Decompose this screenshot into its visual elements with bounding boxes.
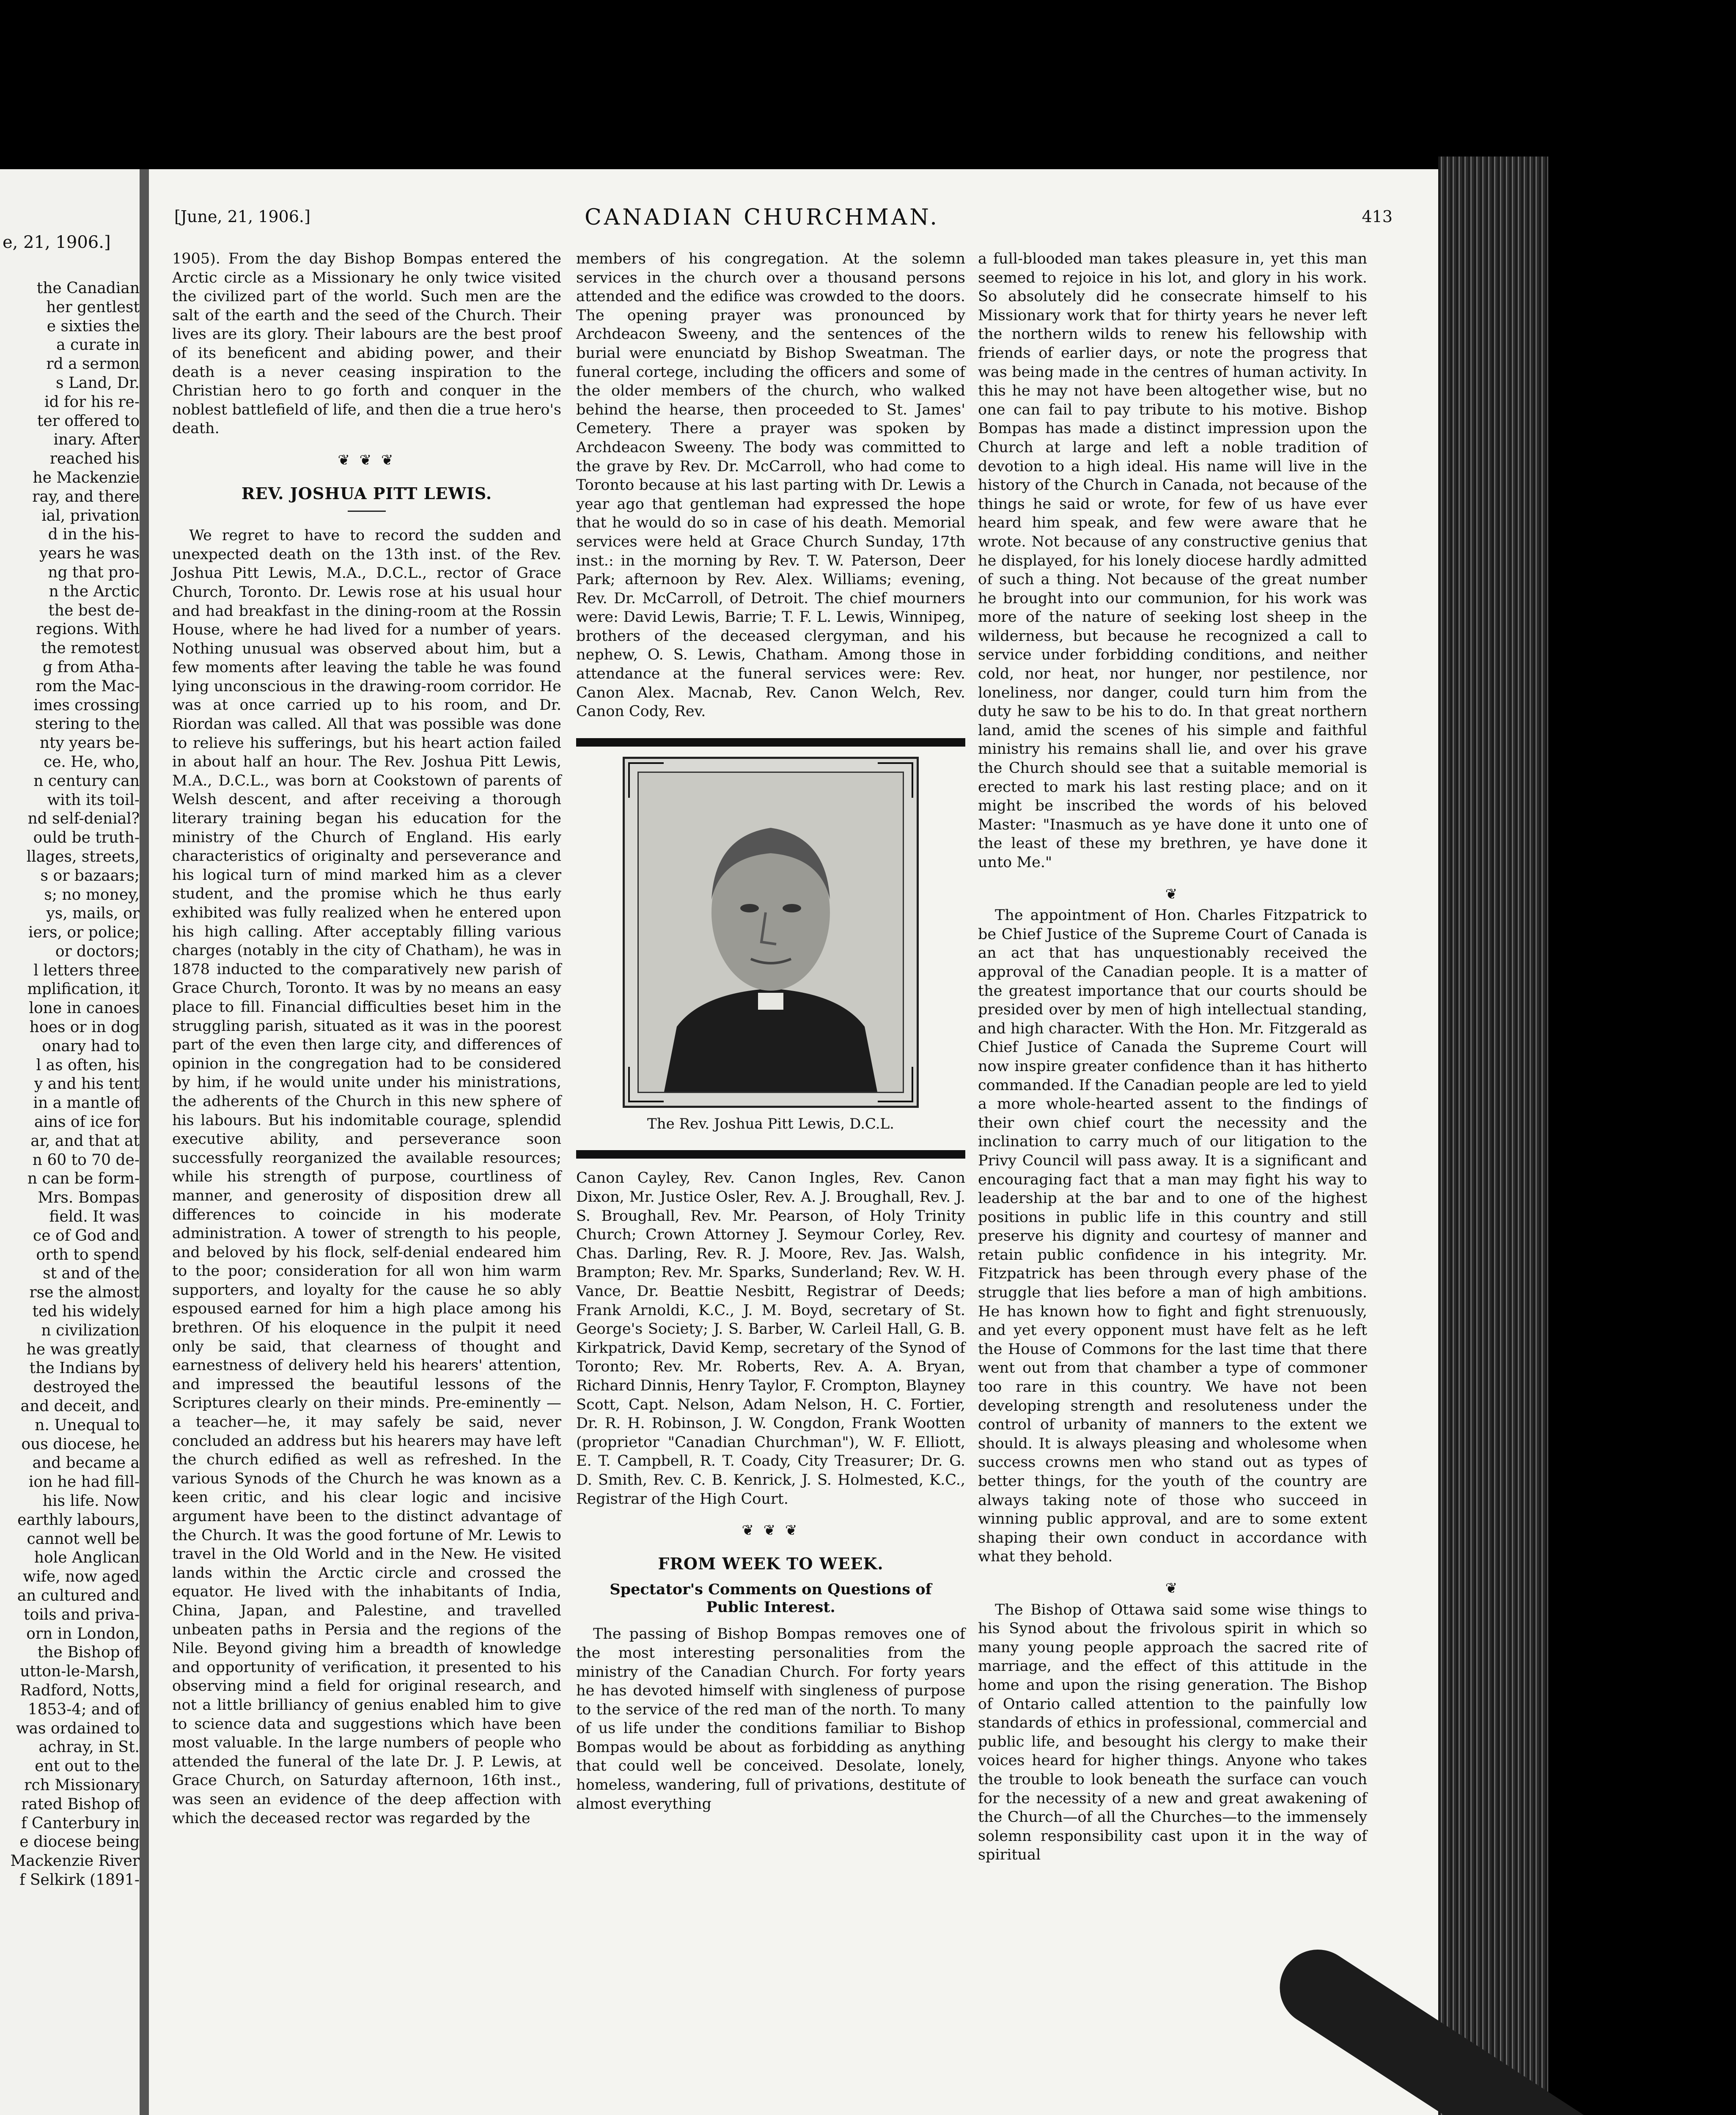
- portrait-bottom-rule: [576, 1150, 965, 1159]
- left-page-line: st and of the: [43, 1265, 140, 1283]
- paragraph-ornament: ❦: [1165, 885, 1180, 903]
- left-page-line: n the Arctic: [49, 582, 140, 600]
- left-page-line: he Mackenzie: [33, 469, 140, 486]
- left-page-line: with its toil-: [47, 791, 140, 809]
- portrait-figure: [639, 773, 903, 1092]
- left-page-line: Mrs. Bompas: [38, 1189, 140, 1207]
- left-page-line: cannot well be: [27, 1530, 140, 1548]
- column-subheading: Spectator's Comments on Questions of Public Interest.: [610, 1581, 932, 1616]
- left-page-line: llages, streets,: [26, 848, 140, 865]
- left-page-header: e, 21, 1906.]: [3, 233, 111, 252]
- left-page-line: ial, privation: [41, 507, 140, 525]
- left-page-line: ous diocese, he: [21, 1435, 140, 1453]
- book-page-edges: [1438, 157, 1548, 2115]
- issue-date: [June, 21, 1906.]: [174, 207, 310, 226]
- portrait-top-rule: [576, 738, 965, 747]
- portrait-caption: The Rev. Joshua Pitt Lewis, D.C.L.: [647, 1115, 894, 1132]
- left-page-line: destroyed the: [33, 1379, 140, 1396]
- left-page-line: nty years be-: [39, 734, 140, 752]
- heading-rule: [348, 511, 386, 512]
- obituary-body: We regret to have to record the sudden and unexpected death on the 13th inst. of the Rev. Joshua Pitt Lewis, M.A., D.C.L., rector of Grace Church, Toronto. Dr. Lewis rose at his usual hour and had breakfast in the dining-room at the Rossin House, where he had lived for a number of years. Nothing unusual was observed about him, but a few moments after leaving the table he was found lying unconscious in the drawing-room corridor. He was at once carried up to his room, and Dr. Riordan was called. All that was possible was done to relieve his sufferings, but his heart action failed in about half an hour. The Rev. Joshua Pitt Lewis, M.A., D.C.L., was born at Cookstown of parents of Welsh descent, and after receiving a thorough literary training began his education for the ministry of the Church of England. His early characteristics of originalty and perseverance and his logical turn of mind marked him as a clever student, and the promise which he thus early exhibited was fully realized when he entered upon his high calling. After acceptably filling various charges (notably in the city of Chatham), he was in 1878 inducted to the comparatively new parish of Grace Church, Toronto. It was by no means an easy place to fill. Financial difficulties beset him in the struggling parish, situated as it was in the poorest part of the even then large city, and differences of opinion in the congregation had to be considered by him, if he would unite under his ministrations, the adherents of the Church in this new sphere of his labours. But his indomitable courage, splendid executive ability, and perseverance soon successfully reorganized the available resources; while his strength of purpose, courtliness of manner, and generosity of disposition drew all differences to coincide in his moderate administration. A tower of strength to his people, and beloved by his flock, self-denial endeared him to the poor; consideration for all won him warm supporters, and loyalty for the cause he so ably espoused earned for him a high place among his brethren. Of his eloquence in the pulpit it need only be said, that clearness of thought and earnestness of delivery held his hearers' attention, and impressed the beautiful lessons of the Scriptures clearly on their minds. Pre-eminently —a teacher—he, it may safely be said, never concluded an address but his hearers may have left the church edified as well as refreshed. In the various Synods of the Church he was known as a keen critic, and his clear logic and incisive argument have been to the distinct advantage of the Church. It was the good fortune of Mr. Lewis to travel in the Old World and in the New. He visited lands within the Arctic circle and crossed the equator. He lived with the inhabitants of India, China, Japan, and Palestine, and travelled unbeaten paths in Persia and the regions of the Nile. Beyond giving him a breadth of knowledge and opportunity of verification, it presented to his observing mind a field for original research, and not a little brilliancy of genius enabled him to give to science data and suggestions which have been most valuable. In the large numbers of people who attended the funeral of the late Dr. J. P. Lewis, at Grace Church, on Saturday afternoon, 16th inst., was seen an evidence of the deep affection with which the deceased rector was regarded by the: [172, 527, 561, 1827]
- left-page-line: his life. Now: [42, 1492, 140, 1510]
- left-page-line: ng that pro-: [48, 563, 140, 581]
- left-page-line: regions. With: [36, 621, 140, 638]
- left-page-line: ce. He, who,: [43, 753, 140, 771]
- left-page-line: l as often, his: [36, 1056, 140, 1074]
- left-page-line: ar, and that at: [30, 1132, 140, 1150]
- left-page-line: s Land, Dr.: [56, 374, 140, 392]
- left-page-line: inary. After: [53, 431, 140, 449]
- left-page-line: her gentlest: [46, 298, 140, 316]
- left-page-line: l letters three: [33, 961, 140, 979]
- left-page-line: n 60 to 70 de-: [32, 1151, 140, 1169]
- left-page-line: Mackenzie River: [10, 1852, 140, 1870]
- left-page-line: ould be truth-: [33, 829, 140, 847]
- left-page-line: earthly labours,: [17, 1511, 140, 1529]
- left-page-line: ray, and there: [32, 488, 140, 505]
- left-page-line: f Canterbury in: [21, 1814, 140, 1832]
- left-page-line: mplification, it: [27, 981, 140, 998]
- left-page-line: reached his: [49, 450, 140, 468]
- portrait-photo: [637, 772, 904, 1093]
- newspaper-page: [149, 169, 1438, 2115]
- left-page-line: and became a: [32, 1454, 140, 1472]
- left-page-line: achray, in St.: [38, 1739, 140, 1756]
- left-page-line: s; no money,: [44, 886, 140, 904]
- bompas-continued: a full-blooded man takes pleasure in, yet this man seemed to rejoice in his lot, and glory in his work. So absolutely did he consecrate himself to his Missionary work that for thirty years he never left the northern wilds to renew his fellowship with friends of earlier days, or note the progress that was being made in the centres of human activity. In this he may not have been altogether wise, but no one can fail to pay tribute to his motive. Bishop Bompas has made a distinct impression upon the Church at large and left a noble tradition of devotion to a high ideal. His name will live in the history of the Church in Canada, not because of the things he said or wrote, for few of us have ever heard him speak, and few were aware that he wrote. Not because of any constructive genius that he displayed, for his lonely diocese hardly admitted of such a thing. Not because of the great number he brought into our communion, for his work was more of the nature of seeking lost sheep in the wilderness, but because he recognized a call to service under forbidding conditions, and neither cold, nor heat, nor hunger, nor pestilence, nor loneliness, nor danger, could turn him from the duty he saw to be his to do. In that great northern land, amid the scenes of his simple and faithful ministry his remains shall lie, and over his grave the Church should see that a suitable memorial is erected to mark his last resting place; and on it might be inscribed the words of his beloved Master: "Inasmuch as ye have done it unto one of the least of these my brethren, ye have done it unto Me.": [978, 250, 1367, 871]
- left-page-line: the best de-: [48, 602, 140, 619]
- left-page-line: years he was: [39, 545, 140, 563]
- portrait-frame: [623, 757, 919, 1108]
- left-page-line: ted his widely: [32, 1303, 140, 1321]
- left-page-line: hoes or in dog: [29, 1019, 140, 1036]
- left-page-line: rated Bishop of: [21, 1795, 140, 1813]
- section-ornament: ❦ ❦ ❦: [742, 1522, 800, 1539]
- left-page-line: iers, or police;: [28, 924, 140, 942]
- bompas-article: The passing of Bishop Bompas removes one of the most interesting personalities from the ministry of the Canadian Church. For forty years he has devoted himself with singleness of purpose to the service of the red man of the north. To many of us life under the conditions familiar to Bishop Bompas would be about as forbidding as anything that could well be conceived. Desolate, lonely, homeless, wandering, full of privations, destitute of almost everything: [576, 1626, 965, 1813]
- left-page-line: toils and priva-: [24, 1606, 140, 1623]
- left-page-line: n. Unequal to: [35, 1416, 140, 1434]
- left-page-line: onary had to: [42, 1037, 140, 1055]
- left-page-line: Radford, Notts,: [20, 1681, 140, 1699]
- ottawa-bishop-paragraph: The Bishop of Ottawa said some wise things to his Synod about the frivolous spirit in which so many young people approach the sacred rite of marriage, and the effect of this attitude in the home and upon the rising generation. The Bishop of Ontario called attention to the painfully low standards of ethics in professional, commercial and public life, and besought his clergy to make their voices heard for higher things. Anyone who takes the trouble to look beneath the surface can vouch for the necessity of a new and great awakening of the Church—of all the Churches—to the immensely solemn responsibility cast upon it in the way of spiritual: [978, 1601, 1367, 1864]
- left-page-line: or doctors;: [55, 942, 140, 960]
- left-page-line: the Canadian: [36, 280, 140, 297]
- section-ornament: ❦ ❦ ❦: [338, 451, 396, 469]
- left-page-text: [0, 279, 140, 1890]
- mourners-list: Canon Cayley, Rev. Canon Ingles, Rev. Canon Dixon, Mr. Justice Osler, Rev. A. J. Broughall, Rev. J. S. Broughall, Rev. Mr. Pearson, of Holy Trinity Church; Crown Attorney J. Seymour Corley, Rev. Chas. Darling, Rev. R. J. Moore, Rev. Jas. Walsh, Brampton; Rev. Mr. Sparks, Sunderland; Rev. W. H. Vance, Dr. Beattie Nesbitt, Registrar of Deeds; Frank Arnoldi, K.C., J. M. Boyd, secretary of St. George's Society; J. S. Barber, W. Carleil Hall, G. B. Kirkpatrick, David Kemp, secretary of the Synod of Toronto; Rev. Mr. Roberts, Rev. A. A. Bryan, Richard Dinnis, Henry Taylor, F. Crompton, Blayney Scott, Capt. Nelson, Adam Nelson, H. C. Fortier, Dr. R. H. Robinson, J. W. Congdon, Frank Wootten (proprietor "Canadian Churchman"), W. F. Elliott, E. T. Campbell, R. T. Coady, City Treasurer; Dr. G. D. Smith, Rev. C. B. Kenrick, J. S. Holmested, K.C., Registrar of the High Court.: [576, 1170, 965, 1508]
- left-page-line: 1853-4; and of: [27, 1700, 140, 1718]
- left-page-line: hole Anglican: [34, 1549, 140, 1567]
- left-page-line: was ordained to: [16, 1719, 140, 1737]
- left-page-line: ent out to the: [35, 1758, 140, 1775]
- left-page-line: lone in canoes: [29, 1000, 140, 1017]
- left-page-line: n century can: [33, 772, 140, 790]
- left-page-line: ains of ice for: [34, 1113, 140, 1131]
- left-page-line: rse the almost: [29, 1284, 140, 1302]
- left-page-line: orth to spend: [36, 1246, 140, 1264]
- left-page-line: ys, mails, or: [46, 905, 140, 923]
- left-page-line: d in the his-: [48, 526, 140, 544]
- left-page-line: e sixties the: [47, 317, 140, 335]
- masthead-title: CANADIAN CHURCHMAN.: [585, 205, 939, 230]
- fitzpatrick-paragraph: The appointment of Hon. Charles Fitzpatrick to be Chief Justice of the Supreme Court of Canada is an act that has unquestionably received the approval of the Canadian people. It is a matter of the greatest importance that our courts should be presided over by men of high intellectual standing, and high character. With the Hon. Mr. Fitzgerald as Chief Justice of Canada the Supreme Court will now inspire greater confidence than it has hitherto commanded. If the Canadian people are led to yield a more whole-hearted assent to the findings of their own chief court the necessity and the inclination to carry much of our litigation to the Privy Council will pass away. It is a significant and encouraging fact that a man may fight his way to leadership at the bar and to one of the highest positions in public life in this country and still preserve his dignity and courtesy of manner and retain public confidence in his integrity. Mr. Fitzpatrick has been through every phase of the struggle that lies before a man of high ambitions. He has known how to fight and fight strenuously, and yet every opponent must have felt as he left the House of Commons for the last time that there went out from that chamber a type of commoner too rare in this country. We have not been developing strength and resoluteness under the control of urbanity of manners to the extent we should. It is always pleasing and wholesome when success crowns men who stand out as types of better things, for the youth of the country are always taking note of those who succeed in winning public approval, and are to some extent shaping their own conduct in accordance with what they behold.: [978, 907, 1367, 1566]
- left-page-line: ce of God and: [33, 1227, 140, 1244]
- left-page-line: s or bazaars;: [40, 867, 140, 884]
- left-page-fragment: [0, 169, 140, 2115]
- left-page-line: field. It was: [49, 1208, 140, 1226]
- left-page-line: n can be form-: [27, 1170, 140, 1188]
- left-page-line: y and his tent: [34, 1075, 140, 1093]
- left-page-line: utton-le-Marsh,: [20, 1663, 140, 1681]
- left-page-line: rom the Mac-: [36, 677, 140, 695]
- left-page-line: and deceit, and: [20, 1398, 140, 1415]
- left-page-line: stering to the: [35, 715, 140, 733]
- left-page-line: the Bishop of: [37, 1644, 140, 1662]
- left-page-line: n civilization: [41, 1321, 140, 1339]
- page-number: 413: [1362, 207, 1393, 226]
- left-page-line: e diocese being: [19, 1833, 140, 1851]
- left-page-line: f Selkirk (1891-: [19, 1871, 140, 1889]
- left-page-line: id for his re-: [44, 393, 140, 411]
- left-page-line: imes crossing: [33, 696, 140, 714]
- left-page-line: rd a sermon: [46, 355, 140, 373]
- left-page-line: wife, now aged: [23, 1568, 140, 1586]
- left-page-line: he was greatly: [26, 1340, 140, 1358]
- left-page-line: ion he had fill-: [28, 1473, 140, 1491]
- page-header: [149, 207, 1438, 241]
- column-3: [978, 250, 1367, 1865]
- left-page-line: orn in London,: [26, 1625, 140, 1643]
- book-gutter: [140, 169, 149, 2115]
- left-page-line: an cultured and: [17, 1587, 140, 1604]
- left-page-line: in a mantle of: [33, 1094, 140, 1112]
- left-page-line: nd self-denial?: [27, 810, 140, 828]
- paragraph-ornament: ❦: [1165, 1579, 1180, 1597]
- bompas-conclusion: 1905). From the day Bishop Bompas entered the Arctic circle as a Missionary he only twice visited the civilized part of the world. Such men are the salt of the earth and the seed of the Church. Their lives are its glory. Their labours are the best proof of its beneficent and abiding power, and their death is a never ceasing inspiration to the Christian hero to go forth and conquer in the noblest battlefield of life, and then die a true hero's death.: [172, 250, 561, 437]
- obituary-heading: REV. JOSHUA PITT LEWIS.: [241, 483, 492, 503]
- column-heading: FROM WEEK TO WEEK.: [658, 1554, 884, 1573]
- left-page-line: g from Atha-: [43, 658, 140, 676]
- left-page-line: the Indians by: [29, 1360, 140, 1377]
- funeral-account: members of his congregation. At the solemn services in the church over a thousand persons attended and the edifice was crowded to the doors. The opening prayer was pronounced by Archdeacon Sweeny, and the sentences of the burial were enunciatd by Bishop Sweatman. The funeral cortege, including the officers and some of the older members of the church, who walked behind the hearse, then proceeded to St. James' Cemetery. There a prayer was spoken by Archdeacon Sweeny. The body was committed to the grave by Rev. Dr. McCarroll, who had come to Toronto because at his last parting with Dr. Lewis a year ago that gentleman had expressed the hope that he would do so in case of his death. Memorial services were held at Grace Church Sunday, 17th inst.: in the morning by Rev. T. W. Paterson, Deer Park; afternoon by Rev. Alex. Williams; evening, Rev. Dr. McCarroll, of Detroit. The chief mourners were: David Lewis, Barrie; T. F. L. Lewis, Winnipeg, brothers of the deceased clergyman, and his nephew, O. S. Lewis, Chatham. Among those in attendance at the funeral services were: Rev. Canon Alex. Macnab, Rev. Canon Welch, Rev. Canon Cody, Rev.: [576, 250, 965, 720]
- column-2: [576, 250, 965, 1813]
- left-page-line: a curate in: [56, 336, 140, 354]
- column-1: [172, 250, 561, 1828]
- left-page-line: rch Missionary: [24, 1776, 140, 1794]
- left-page-line: the remotest: [41, 640, 140, 657]
- left-page-line: ter offered to: [37, 412, 140, 430]
